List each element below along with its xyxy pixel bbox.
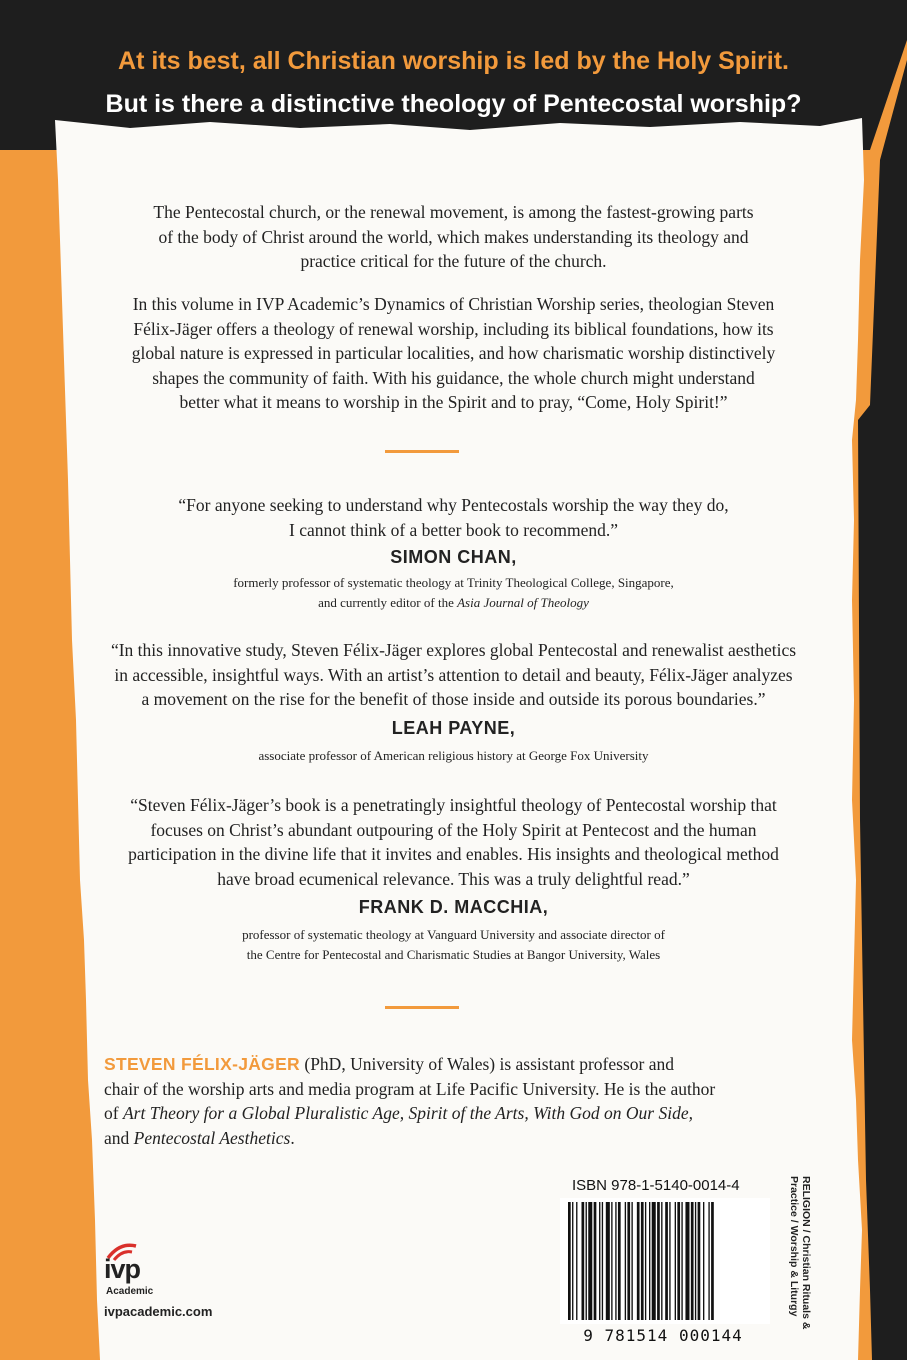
barcode-bar: [711, 1202, 714, 1320]
description-line: Félix-Jäger offers a theology of renewal worship, including its biblical foundations, how its: [133, 318, 774, 339]
bio-text: of: [104, 1103, 123, 1123]
journal-title: Asia Journal of Theology: [457, 595, 589, 610]
bio-text: (PhD, University of Wales) is assistant professor and: [300, 1054, 674, 1074]
barcode-bar: [703, 1202, 704, 1320]
bio-text: .: [290, 1127, 295, 1148]
barcode-bar: [691, 1202, 694, 1320]
quote-line: “Steven Félix-Jäger’s book is a penetratingly insightful theology of Pentecostal worship that: [130, 795, 777, 815]
quote-line: “For anyone seeking to understand why Pentecostals worship the way they do,: [178, 495, 729, 515]
publisher-logo-sub: Academic: [106, 1286, 154, 1297]
isbn-label: ISBN 978-1-5140-0014-4: [572, 1177, 740, 1194]
affiliation-line: formerly professor of systematic theology at Trinity Theological College, Singapore,: [233, 575, 674, 590]
barcode-bar: [657, 1202, 660, 1320]
barcode-bar: [582, 1202, 585, 1320]
publisher-logo: [104, 1238, 214, 1348]
endorsement-quote-3: [70, 793, 837, 891]
barcode-bar: [627, 1202, 630, 1320]
barcode-bar: [586, 1202, 587, 1320]
barcode-bar: [637, 1202, 640, 1320]
barcode-bar: [645, 1202, 646, 1320]
barcode-bar: [665, 1202, 668, 1320]
barcode-bar: [572, 1202, 573, 1320]
endorsement-quote-2: [60, 638, 847, 712]
headline-line-1: At its best, all Christian worship is led by the Holy Spirit.: [118, 47, 789, 75]
barcode-bar: [631, 1202, 632, 1320]
affiliation-text: and currently editor of the: [318, 595, 454, 610]
barcode-bar: [588, 1202, 592, 1320]
book-title: Pentecostal Aesthetics: [133, 1127, 291, 1148]
barcode-bar: [685, 1202, 689, 1320]
publisher-url: ivpacademic.com: [104, 1304, 213, 1319]
bisac-category: [788, 1176, 812, 1329]
barcode-bar: [611, 1202, 612, 1320]
barcode-bar: [594, 1202, 597, 1320]
description-line: shapes the community of faith. With his guidance, the whole church might understand: [152, 367, 755, 388]
barcode-bar: [675, 1202, 676, 1320]
description-line: better what it means to worship in the Spirit and to pray, “Come, Holy Spirit!”: [179, 392, 728, 412]
endorser-name-3: FRANK D. MACCHIA,: [358, 897, 549, 917]
barcode-bar: [661, 1202, 662, 1320]
endorser-affiliation-3: [80, 925, 827, 965]
headline-line-2: But is there a distinctive theology of Pentecostal worship?: [105, 90, 802, 118]
description-line: of the body of Christ around the world, which makes understanding its theology and: [158, 226, 749, 247]
barcode-bar: [681, 1202, 682, 1320]
barcode-bar: [625, 1202, 626, 1320]
quote-line: “In this innovative study, Steven Félix-Jäger explores global Pentecostal and renewalist aesthetics: [110, 640, 797, 660]
endorser-affiliation-1: [80, 573, 827, 613]
barcode-bar: [669, 1202, 670, 1320]
barcode-bar: [652, 1202, 656, 1320]
barcode-bar: [602, 1202, 603, 1320]
quote-line: I cannot think of a better book to recommend.”: [289, 519, 618, 540]
barcode-bar: [606, 1202, 610, 1320]
barcode-bar: [641, 1202, 644, 1320]
description-line: practice critical for the future of the church.: [300, 251, 607, 271]
divider-rule: [385, 450, 459, 453]
endorser-affiliation-2: [80, 746, 827, 766]
affiliation-line: the Centre for Pentecostal and Charismatic Studies at Bangor University, Wales: [246, 947, 661, 962]
barcode-bar: [576, 1202, 577, 1320]
quote-line: focuses on Christ’s abundant outpouring of the Holy Spirit at Pentecost and the human: [150, 819, 757, 840]
description-line: global nature is expressed in particular localities, and how charismatic worship distinctively: [131, 343, 776, 363]
barcode-bar: [698, 1202, 701, 1320]
quote-line: in accessible, insightful ways. With an artist’s attention to detail and beauty, Félix-Jäger analyzes: [114, 664, 793, 685]
author-bio: [104, 1052, 844, 1150]
bio-text: and: [104, 1127, 134, 1148]
quote-line: have broad ecumenical relevance. This was a truly delightful read.”: [217, 868, 690, 889]
affiliation-line: [80, 593, 827, 613]
bio-line: chair of the worship arts and media program at Life Pacific University. He is the author: [104, 1078, 716, 1099]
bio-line: [104, 1126, 844, 1151]
quote-line: a movement on the rise for the benefit of those inside and outside its porous boundaries.”: [141, 689, 766, 709]
barcode-bar: [708, 1202, 709, 1320]
barcode-bar: [695, 1202, 696, 1320]
barcode-bar: [649, 1202, 650, 1320]
barcode-number: 9 781514 000144: [583, 1326, 743, 1345]
description-paragraph-2: [90, 292, 817, 415]
barcode-bar: [568, 1202, 571, 1320]
barcode-bar: [615, 1202, 616, 1320]
barcode-bar: [618, 1202, 621, 1320]
endorser-name-2: LEAH PAYNE,: [391, 718, 516, 738]
author-name: STEVEN FÉLIX-JÄGER: [104, 1054, 300, 1074]
quote-line: participation in the divine life that it invites and enables. His insights and theological method: [128, 844, 779, 864]
barcode-bar: [677, 1202, 680, 1320]
category-line: RELIGION / Christian Rituals &: [800, 1176, 812, 1330]
description-line: In this volume in IVP Academic’s Dynamics of Christian Worship series, theologian Steven: [132, 294, 775, 314]
bio-line: [104, 1101, 844, 1126]
description-paragraph-1: [90, 200, 817, 274]
category-line: Practice / Worship & Liturgy: [788, 1176, 800, 1317]
description-line: The Pentecostal church, or the renewal movement, is among the fastest-growing parts: [153, 202, 754, 222]
barcode: [560, 1198, 770, 1324]
endorser-name-1: SIMON CHAN,: [390, 547, 517, 567]
endorsement-quote-1: [80, 493, 827, 542]
bio-line: [104, 1052, 844, 1077]
divider-rule: [385, 1006, 459, 1009]
book-titles: Art Theory for a Global Pluralistic Age, Spirit of the Arts, With God on Our Side,: [122, 1103, 694, 1123]
barcode-bar: [599, 1202, 600, 1320]
affiliation-line: associate professor of American religious history at George Fox University: [258, 748, 649, 763]
publisher-logo-text: ivp: [104, 1254, 141, 1284]
affiliation-line: professor of systematic theology at Vanguard University and associate director of: [242, 927, 665, 942]
